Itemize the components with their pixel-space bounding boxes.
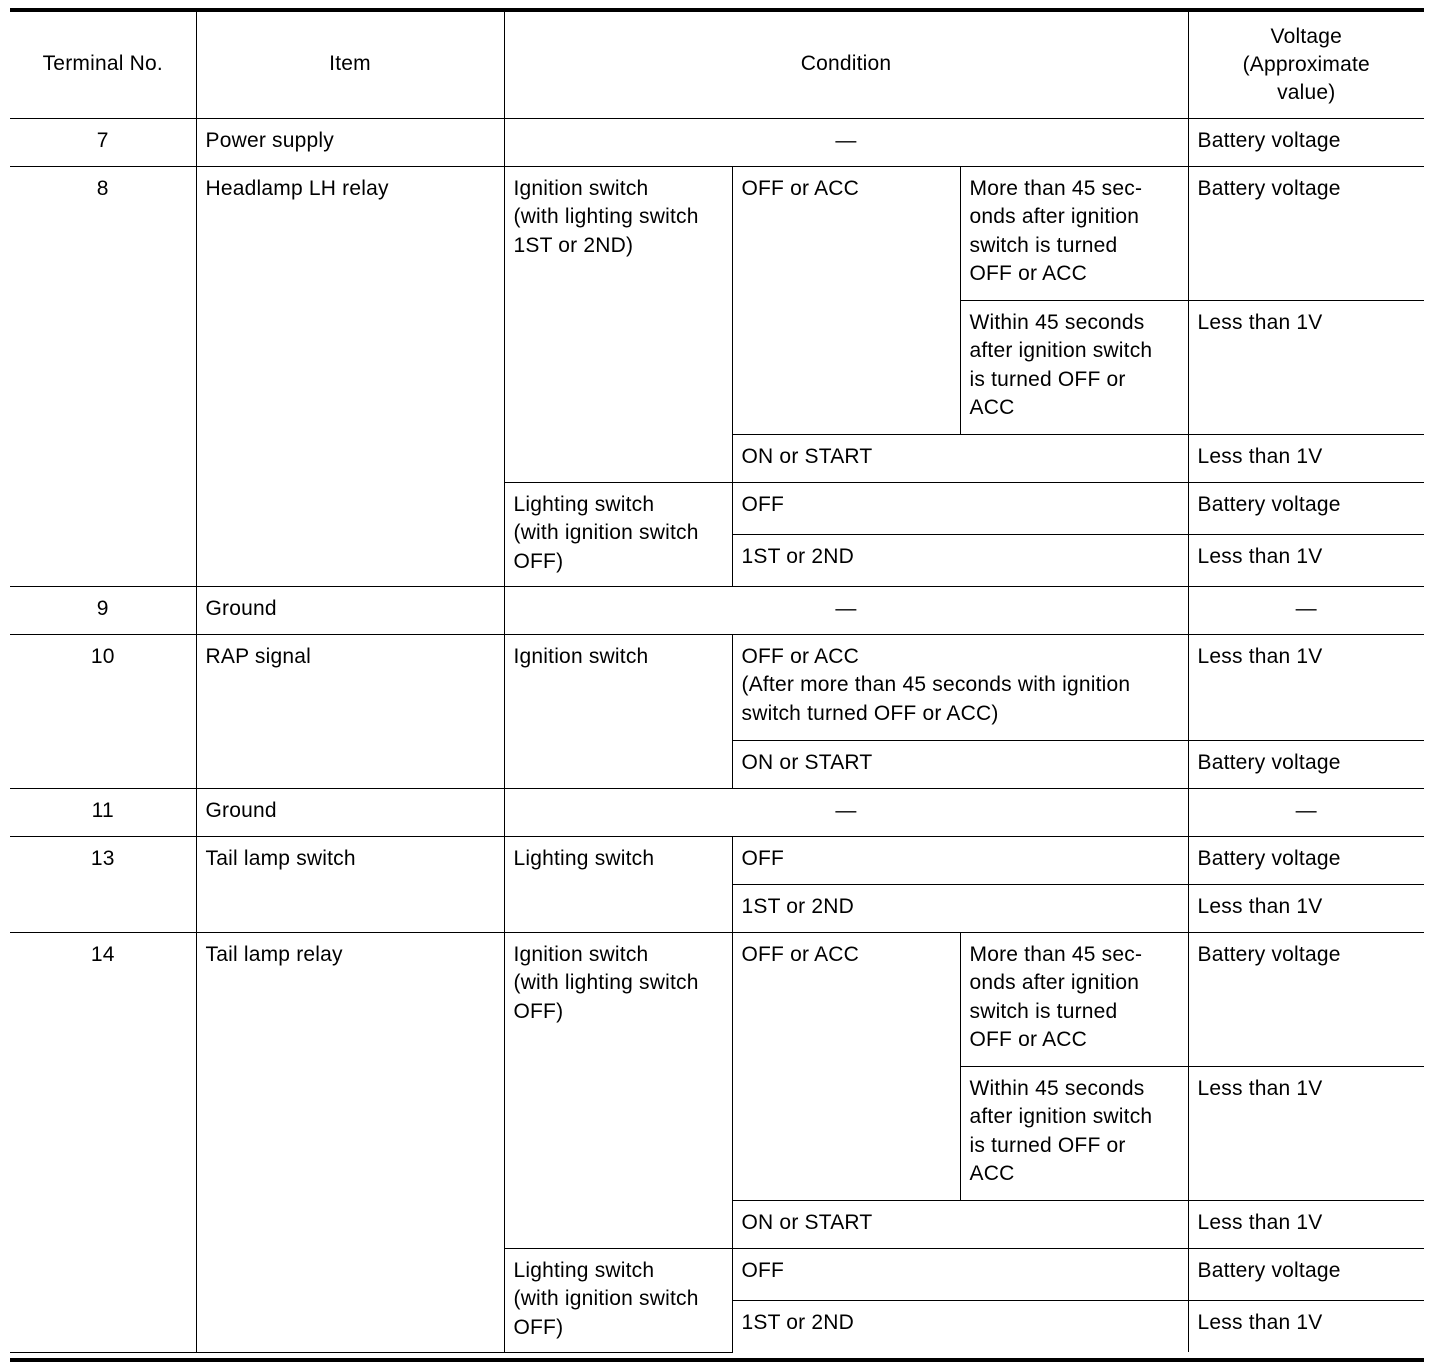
voltage: Less than 1V <box>1188 1200 1424 1248</box>
condition-group: Ignition switch <box>504 634 732 788</box>
voltage: Battery voltage <box>1188 740 1424 788</box>
item: RAP signal <box>196 634 504 788</box>
table-row <box>10 118 1424 166</box>
condition-state: OFF <box>732 482 1188 534</box>
voltage: Battery voltage <box>1188 166 1424 300</box>
terminal-table <box>10 12 1424 1353</box>
voltage: Battery voltage <box>1188 118 1424 166</box>
condition-state: OFF or ACC (After more than 45 seconds with ignition switch turned OFF or ACC) <box>732 634 1188 740</box>
condition-group: Ignition switch (with lighting switch 1ST or 2ND) <box>504 166 732 482</box>
condition-group: Lighting switch (with ignition switch OFF) <box>504 1248 732 1352</box>
terminal-table-sheet <box>10 8 1424 1362</box>
item: Ground <box>196 788 504 836</box>
voltage: Less than 1V <box>1188 884 1424 932</box>
terminal-no: 11 <box>10 788 196 836</box>
terminal-no: 14 <box>10 932 196 1352</box>
voltage: Less than 1V <box>1188 1300 1424 1352</box>
voltage: Battery voltage <box>1188 482 1424 534</box>
item: Ground <box>196 586 504 634</box>
condition-state: ON or START <box>732 434 1188 482</box>
item: Tail lamp switch <box>196 836 504 932</box>
voltage: Less than 1V <box>1188 300 1424 434</box>
table-row <box>10 932 1424 1066</box>
voltage: — <box>1188 788 1424 836</box>
condition-state: 1ST or 2ND <box>732 1300 1188 1352</box>
terminal-no: 13 <box>10 836 196 932</box>
condition-state: 1ST or 2ND <box>732 534 1188 586</box>
condition-detail: More than 45 sec- onds after ignition switch is turned OFF or ACC <box>960 166 1188 300</box>
condition-state: OFF or ACC <box>732 166 960 434</box>
table-row <box>10 586 1424 634</box>
header-condition: Condition <box>504 12 1188 118</box>
voltage: Less than 1V <box>1188 634 1424 740</box>
condition-group: Ignition switch (with lighting switch OFF) <box>504 932 732 1248</box>
header-item: Item <box>196 12 504 118</box>
voltage: Less than 1V <box>1188 1066 1424 1200</box>
voltage: Battery voltage <box>1188 836 1424 884</box>
voltage: Less than 1V <box>1188 434 1424 482</box>
condition-group: Lighting switch <box>504 836 732 932</box>
table-row <box>10 166 1424 300</box>
condition-detail: Within 45 seconds after ignition switch is turned OFF or ACC <box>960 300 1188 434</box>
header-voltage: Voltage (Approximate value) <box>1188 12 1424 118</box>
condition-state: OFF <box>732 1248 1188 1300</box>
condition-state: ON or START <box>732 1200 1188 1248</box>
table-header-row <box>10 12 1424 118</box>
item: Headlamp LH relay <box>196 166 504 586</box>
header-terminal-no: Terminal No. <box>10 12 196 118</box>
table-row <box>10 788 1424 836</box>
terminal-no: 7 <box>10 118 196 166</box>
condition-state: 1ST or 2ND <box>732 884 1188 932</box>
condition-state: ON or START <box>732 740 1188 788</box>
voltage: Battery voltage <box>1188 1248 1424 1300</box>
item: Power supply <box>196 118 504 166</box>
condition-detail: More than 45 sec- onds after ignition switch is turned OFF or ACC <box>960 932 1188 1066</box>
terminal-no: 9 <box>10 586 196 634</box>
table-row <box>10 836 1424 884</box>
item: Tail lamp relay <box>196 932 504 1352</box>
condition: — <box>504 586 1188 634</box>
condition-state: OFF <box>732 836 1188 884</box>
condition-state: OFF or ACC <box>732 932 960 1200</box>
terminal-no: 10 <box>10 634 196 788</box>
condition: — <box>504 788 1188 836</box>
voltage: — <box>1188 586 1424 634</box>
condition-group: Lighting switch (with ignition switch OFF) <box>504 482 732 586</box>
table-row <box>10 634 1424 740</box>
condition-detail: Within 45 seconds after ignition switch is turned OFF or ACC <box>960 1066 1188 1200</box>
voltage: Less than 1V <box>1188 534 1424 586</box>
voltage: Battery voltage <box>1188 932 1424 1066</box>
terminal-no: 8 <box>10 166 196 586</box>
condition: — <box>504 118 1188 166</box>
